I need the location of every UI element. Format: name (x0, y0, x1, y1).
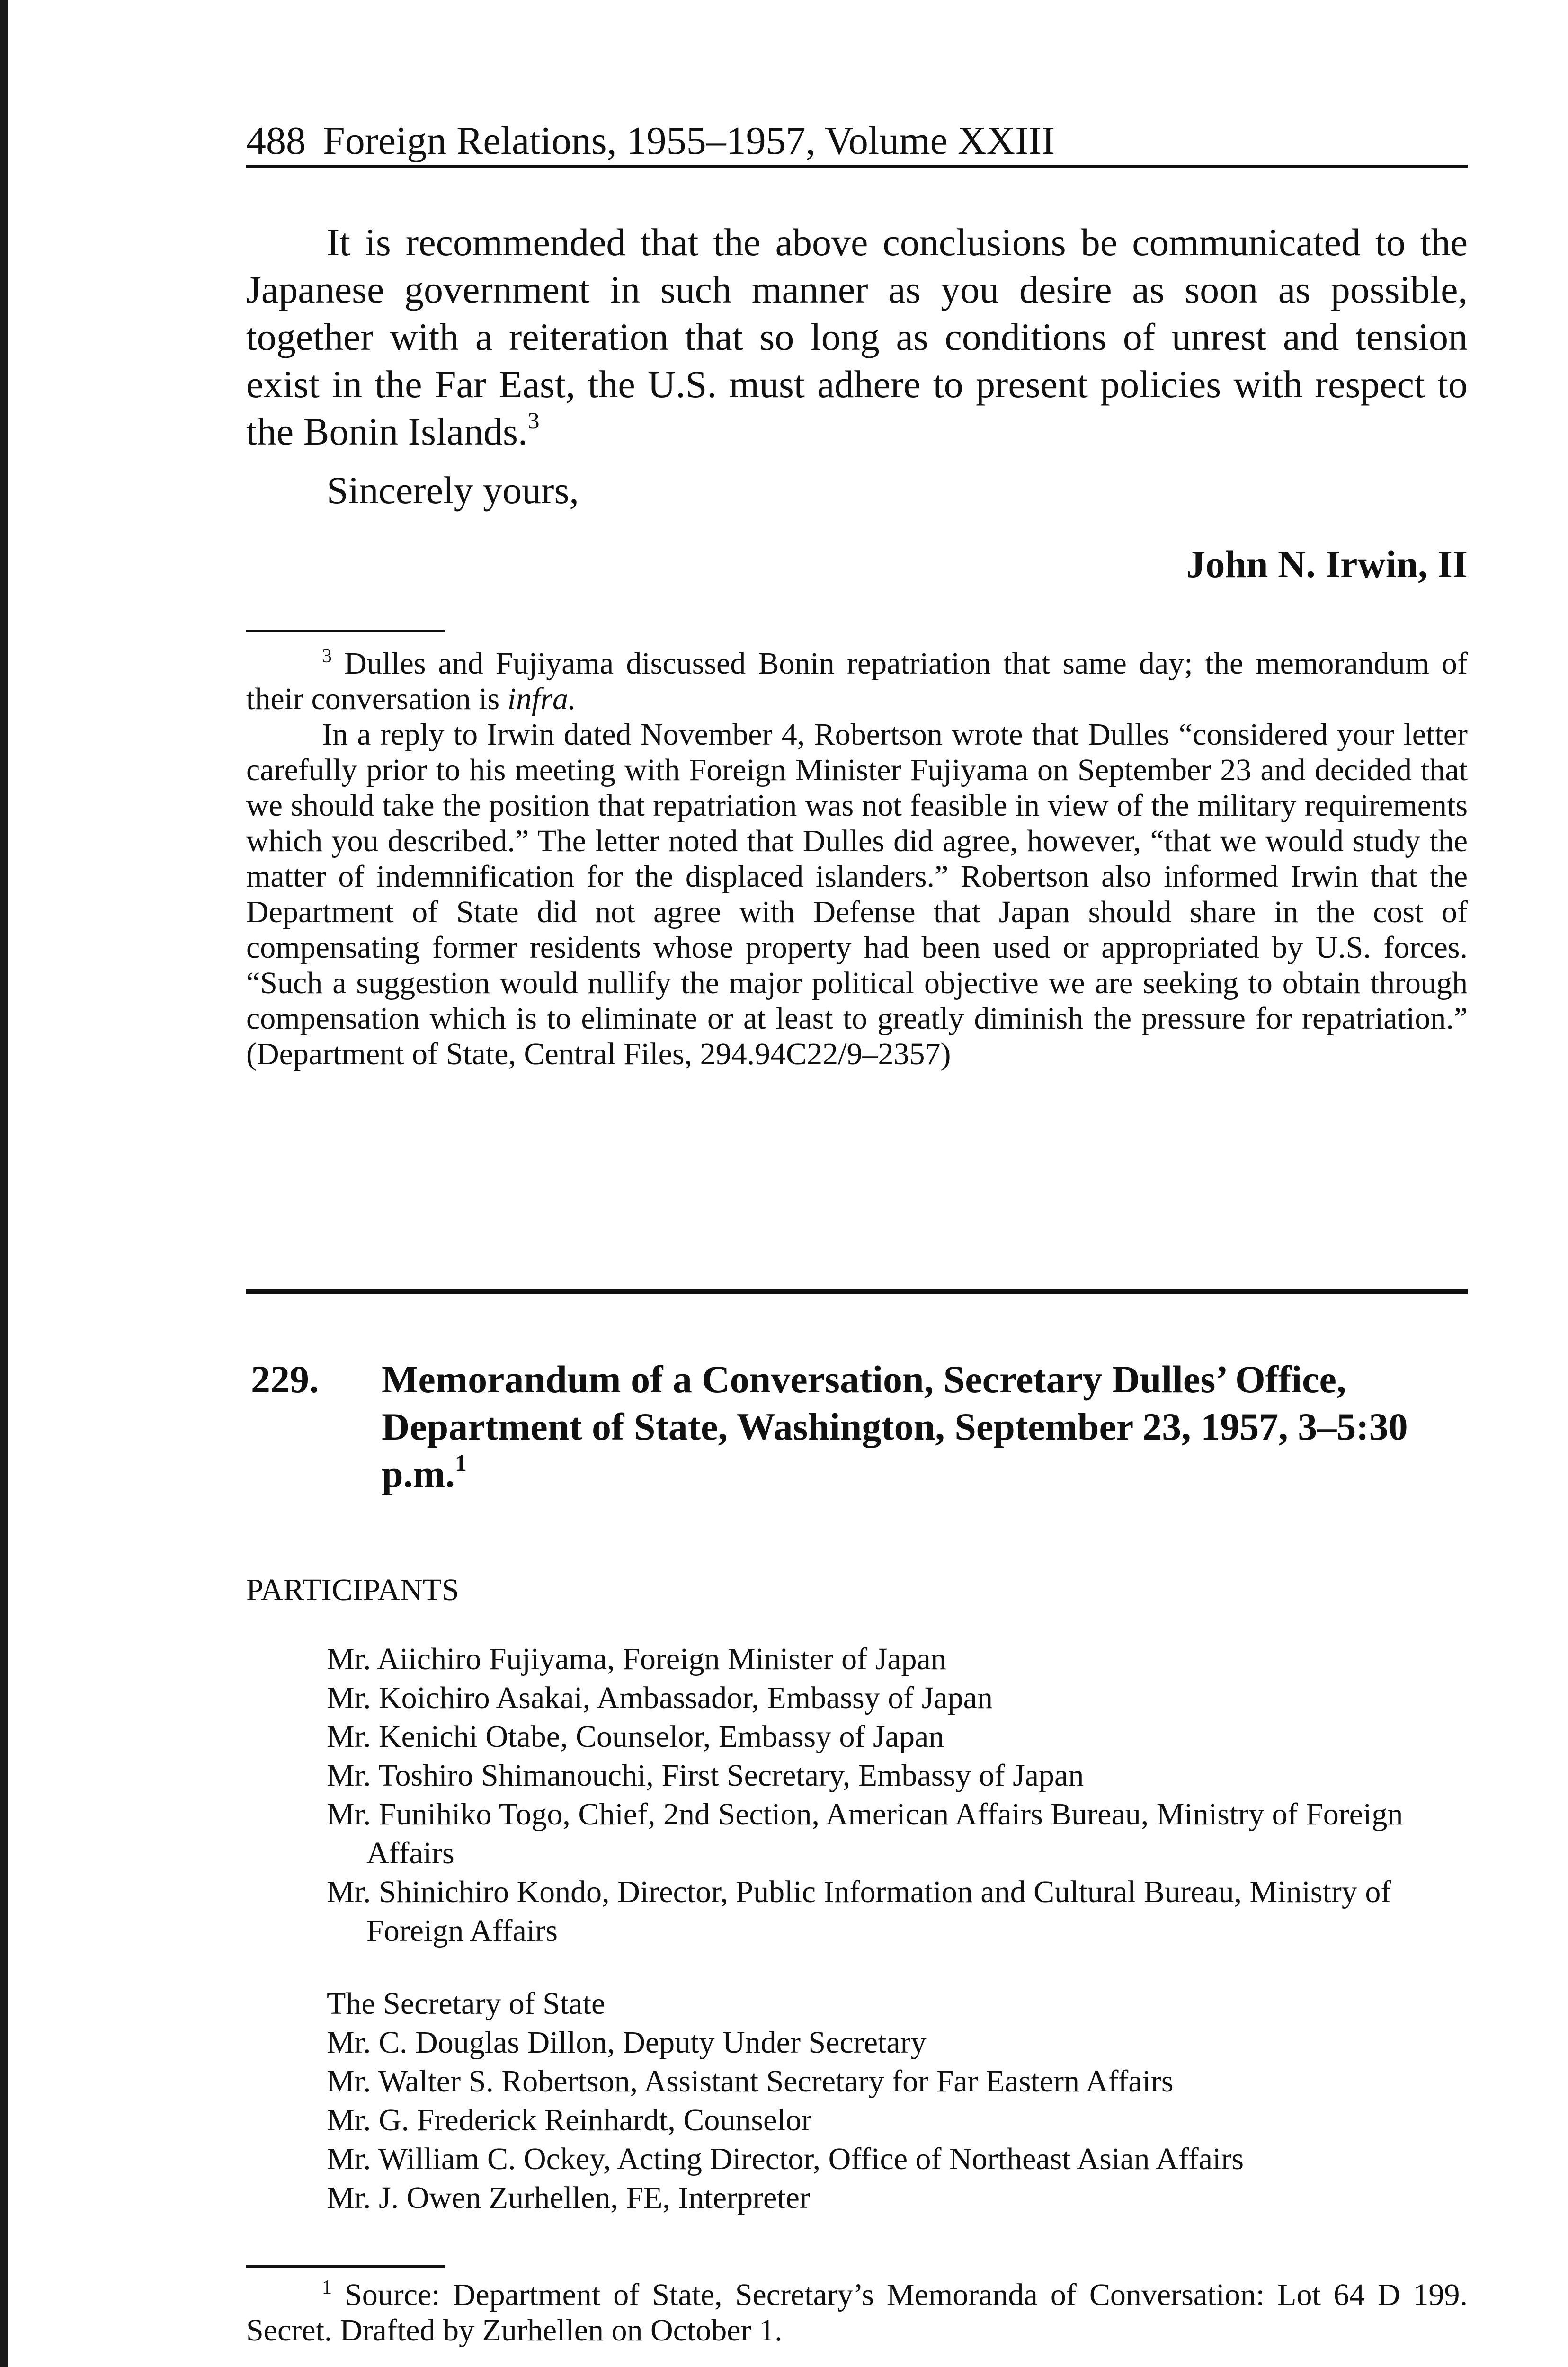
letter-body (246, 219, 1468, 455)
footnote-1-text: Source: Department of State, Secretary’s Memoranda of Conversation: Lot 64 D 199. Secret. Drafted by Zurhellen on October 1. (246, 2278, 1468, 2348)
letter-closing: Sincerely yours, (327, 469, 579, 512)
participants-label: PARTICIPANTS (246, 1573, 459, 1607)
footnote-3-italic: infra. (507, 682, 576, 716)
participant-item: Mr. William C. Ockey, Acting Director, Office of Northeast Asian Affairs (327, 2142, 1244, 2176)
footnote-ref-3: 3 (527, 407, 540, 434)
participant-item: Mr. Toshiro Shimanouchi, First Secretary, Embassy of Japan (327, 1758, 1084, 1793)
footnote-3-para-1 (246, 646, 1468, 717)
page-number: 488 (246, 119, 306, 163)
footnote-3-text: Dulles and Fujiyama discussed Bonin repatriation that same day; the memorandum of their conversation is (246, 646, 1468, 716)
footnote-rule-2 (246, 2265, 445, 2268)
participant-item: Mr. Walter S. Robertson, Assistant Secretary for Far Eastern Affairs (327, 2064, 1174, 2099)
participant-item: Mr. C. Douglas Dillon, Deputy Under Secretary (327, 2025, 927, 2060)
document-title: Memorandum of a Conversation, Secretary Dulles’ Office, Department of State, Washington, September 23, 1957, 3–5:30 p.m. (382, 1358, 1408, 1495)
footnote-3 (246, 646, 1468, 1072)
participants-us-list (327, 1984, 1468, 2217)
letter-paragraph-text: It is recommended that the above conclusions be communicated to the Japanese government in such manner as you desire as soon as possible, together with a reiteration that so long as conditions of unrest and tension exist in the Far East, the U.S. must adhere to present policies with respect to the Bonin Islands. (246, 221, 1468, 453)
running-head-title: Foreign Relations, 1955–1957, Volume XXIII (323, 119, 1055, 163)
footnote-1 (246, 2277, 1468, 2348)
participant-item: Mr. J. Owen Zurhellen, FE, Interpreter (327, 2180, 810, 2215)
footnote-3-marker: 3 (322, 645, 332, 667)
letter-paragraph (246, 219, 1468, 455)
running-head (246, 117, 1468, 168)
participant-item: Mr. Funihiko Togo, Chief, 2nd Section, American Affairs Bureau, Ministry of Foreign Affairs (327, 1797, 1403, 1870)
footnote-ref-1: 1 (454, 1450, 467, 1476)
document-heading (251, 1356, 1468, 1498)
page-edge (0, 0, 8, 2367)
participants-japan-list (327, 1640, 1468, 1950)
footnote-3-para-2: In a reply to Irwin dated November 4, Robertson wrote that Dulles “considered your letter carefully prior to his meeting with Foreign Minister Fujiyama on September 23 and decided that we should take the position that repatriation was not feasible in view of the military requirements which you described.” The letter noted that Dulles did agree, however, “that we would study the matter of indemnification for the displaced islanders.” Robertson also informed Irwin that the Department of State did not agree with Defense that Japan should share in the cost of compensating former residents whose property had been used or appropriated by U.S. forces. “Such a suggestion would nullify the major political objective we are seeking to obtain through compensation which is to eliminate or at least to greatly diminish the pressure for repatriation.” (Department of State, Central Files, 294.94C22/9–2357) (246, 717, 1468, 1071)
participant-item: Mr. Koichiro Asakai, Ambassador, Embassy of Japan (327, 1681, 993, 1715)
footnote-rule (246, 630, 445, 632)
document-number: 229. (251, 1358, 319, 1401)
footnote-1-marker: 1 (322, 2277, 332, 2298)
document-title-block (382, 1356, 1468, 1498)
participant-item: Mr. Shinichiro Kondo, Director, Public Information and Cultural Bureau, Ministry of Foreign Affairs (327, 1875, 1391, 1948)
participant-item: Mr. G. Frederick Reinhardt, Counselor (327, 2103, 812, 2137)
participant-item: Mr. Kenichi Otabe, Counselor, Embassy of Japan (327, 1719, 944, 1754)
participant-item: The Secretary of State (327, 1986, 606, 2021)
page (246, 0, 1468, 2367)
section-divider (246, 1289, 1468, 1294)
participant-item: Mr. Aiichiro Fujiyama, Foreign Minister of Japan (327, 1642, 946, 1676)
letter-signature: John N. Irwin, II (1186, 543, 1468, 586)
footnote-1-para (246, 2277, 1468, 2348)
